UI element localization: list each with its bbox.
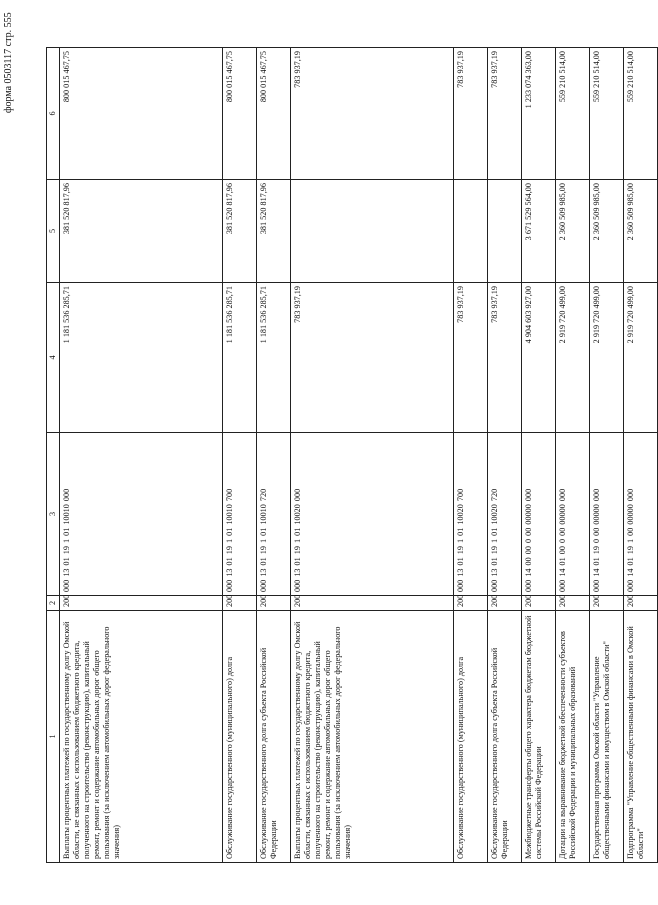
row-line-code: 200 [556,596,590,611]
row-name: Выплаты процентных платежей по государственному долгу Омской области, связанных с использованием бюджетного кредита, полученного на строительство (реконструкцию), капитальный ремонт, ремонт и содержание автомобильных дорог общего пользования (за исключением автомобильных дорог федерального значения) [291,611,454,863]
row-executed-amount: 381 520 817,96 [60,180,223,283]
row-line-code: 200 [590,596,624,611]
row-line-code: 200 [60,596,223,611]
row-executed-amount: 2 360 509 985,00 [590,180,624,283]
row-executed-amount: 2 360 509 985,00 [556,180,590,283]
table-row [488,48,522,863]
row-name: Обслуживание государственного (муниципального) долга [223,611,257,863]
row-approved-amount: 783 937,19 [291,283,454,433]
row-approved-amount: 2 919 720 499,00 [556,283,590,433]
row-line-code: 200 [488,596,522,611]
row-name: Обслуживание государственного (муниципального) долга [454,611,488,863]
row-executed-amount: 3 671 529 564,00 [522,180,556,283]
row-remaining-amount: 559 210 514,00 [556,48,590,180]
table-row [291,48,454,863]
column-header-3: 3 [47,433,60,596]
row-classification-code: 000 13 01 19 1 01 10010 700 [223,433,257,596]
row-remaining-amount: 800 015 467,75 [60,48,223,180]
table-row [454,48,488,863]
row-remaining-amount: 783 937,19 [291,48,454,180]
row-remaining-amount: 800 015 467,75 [257,48,291,180]
row-executed-amount [488,180,522,283]
row-line-code: 200 [223,596,257,611]
table-row [624,48,658,863]
row-name: Межбюджетные трансферты общего характера бюджетам бюджетной системы Российской Федерации [522,611,556,863]
row-classification-code: 000 13 01 19 1 01 10020 700 [454,433,488,596]
row-name: Государственная программа Омской области "Управление общественными финансами и имуществом в Омской области" [590,611,624,863]
table-row [257,48,291,863]
form-label: форма 0503117 стр. 555 [3,12,14,113]
row-line-code: 200 [624,596,658,611]
column-header-1: 1 [47,611,60,863]
row-approved-amount: 783 937,19 [454,283,488,433]
row-classification-code: 000 13 01 19 1 01 10010 000 [60,433,223,596]
row-classification-code: 000 13 01 19 1 01 10010 720 [257,433,291,596]
row-executed-amount: 381 520 817,96 [257,180,291,283]
column-header-5: 5 [47,180,60,283]
row-remaining-amount: 800 015 467,75 [223,48,257,180]
row-classification-code: 000 14 01 19 1 00 00000 000 [624,433,658,596]
row-remaining-amount: 559 210 514,00 [624,48,658,180]
row-remaining-amount: 559 210 514,00 [590,48,624,180]
row-approved-amount: 1 181 536 285,71 [257,283,291,433]
table-row [223,48,257,863]
row-approved-amount: 783 937,19 [488,283,522,433]
row-line-code: 200 [454,596,488,611]
table-row [556,48,590,863]
row-name: Дотации на выравнивание бюджетной обеспеченности субъектов Российской Федерации и муниципальных образований [556,611,590,863]
row-classification-code: 000 13 01 19 1 01 10020 720 [488,433,522,596]
row-classification-code: 000 14 01 00 0 00 00000 000 [556,433,590,596]
row-remaining-amount: 783 937,19 [454,48,488,180]
row-name: Выплаты процентных платежей по государственному долгу Омской области, не связанных с использованием бюджетного кредита, полученного на строительство (реконструкцию), капитальный ремонт, ремонт и содержание автомобильных дорог общего пользования (за исключением автомобильных дорог федерального значения) [60,611,223,863]
column-number-row [47,48,60,863]
row-remaining-amount: 783 937,19 [488,48,522,180]
row-line-code: 200 [522,596,556,611]
column-header-2: 2 [47,596,60,611]
row-approved-amount: 2 919 720 499,00 [624,283,658,433]
table-row [590,48,624,863]
row-executed-amount: 2 360 509 985,00 [624,180,658,283]
row-line-code: 200 [291,596,454,611]
row-name: Подпрограмма "Управление общественными финансами в Омской области" [624,611,658,863]
row-line-code: 200 [257,596,291,611]
row-approved-amount: 4 904 603 927,00 [522,283,556,433]
row-approved-amount: 1 181 536 285,71 [223,283,257,433]
row-executed-amount [291,180,454,283]
row-approved-amount: 1 181 536 285,71 [60,283,223,433]
row-classification-code: 000 13 01 19 1 01 10020 000 [291,433,454,596]
column-header-6: 6 [47,48,60,180]
row-classification-code: 000 14 01 19 0 00 00000 000 [590,433,624,596]
row-name: Обслуживание государственного долга субъекта Российской Федерации [488,611,522,863]
row-executed-amount [454,180,488,283]
row-classification-code: 000 14 00 00 0 00 00000 000 [522,433,556,596]
budget-execution-table [46,47,658,863]
table-row [522,48,556,863]
row-remaining-amount: 1 233 074 363,00 [522,48,556,180]
column-header-4: 4 [47,283,60,433]
row-approved-amount: 2 919 720 499,00 [590,283,624,433]
row-executed-amount: 381 520 817,96 [223,180,257,283]
row-name: Обслуживание государственного долга субъекта Российской Федерации [257,611,291,863]
table-row [60,48,223,863]
